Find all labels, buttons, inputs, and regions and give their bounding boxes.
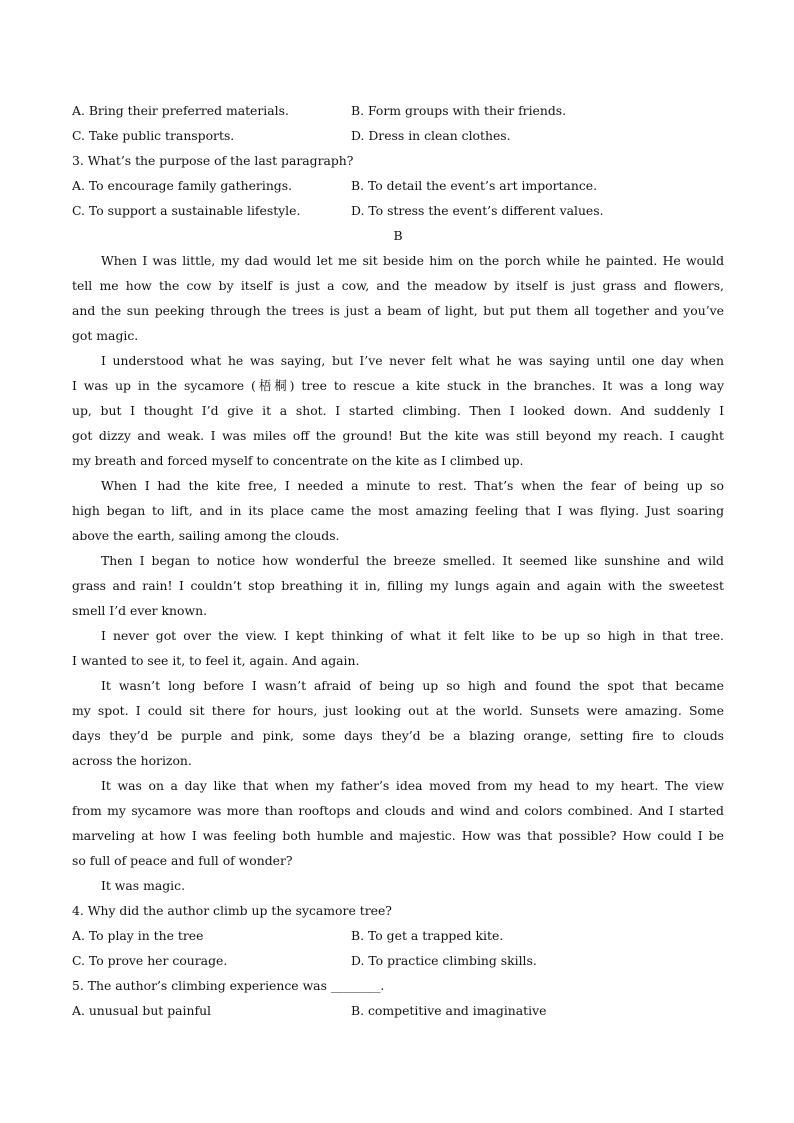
passage-line: When I had the kite free, I needed a minute to rest. That’s when the fear of being up so: [101, 478, 724, 493]
option-b: B. To get a trapped kite.: [351, 928, 504, 943]
option-a: A. Bring their preferred materials.: [72, 103, 289, 118]
question-4-stem: 4. Why did the author climb up the sycamore tree?: [72, 903, 392, 918]
passage-line: above the earth, sailing among the clouds.: [72, 528, 340, 543]
passage-line: my spot. I could sit there for hours, just looking out at the world. Sunsets were amazing. Some: [72, 703, 724, 718]
option-d: D. To practice climbing skills.: [351, 953, 537, 968]
passage-line: I understood what he was saying, but I’ve never felt what he was saying until one day when: [101, 353, 724, 368]
question-3-stem: 3. What’s the purpose of the last paragraph?: [72, 153, 354, 168]
option-c: C. To prove her courage.: [72, 953, 228, 968]
passage-line: smell I’d ever known.: [72, 603, 208, 618]
passage-line: I was up in the sycamore (梧桐) tree to rescue a kite stuck in the branches. It was a long way: [72, 378, 724, 393]
option-b: B. competitive and imaginative: [351, 1003, 547, 1018]
question-3-options-row-2: [72, 198, 724, 223]
passage-line: It wasn’t long before I wasn’t afraid of being up so high and found the spot that became: [101, 678, 724, 693]
question-4-options-row-1: [72, 923, 724, 948]
option-a: A. To play in the tree: [72, 928, 204, 943]
passage-line: up, but I thought I’d give it a shot. I started climbing. Then I looked down. And suddenly I: [72, 403, 724, 418]
option-c: C. To support a sustainable lifestyle.: [72, 203, 301, 218]
reading-passage: [72, 248, 724, 898]
passage-line: grass and rain! I couldn’t stop breathing it in, filling my lungs again and again with the sweetest: [72, 578, 724, 593]
passage-line: and the sun peeking through the trees is just a beam of light, but put them all together and you’ve: [72, 303, 724, 318]
option-a: A. To encourage family gatherings.: [72, 178, 293, 193]
passage-line: my breath and forced myself to concentrate on the kite as I climbed up.: [72, 453, 524, 468]
option-a: A. unusual but painful: [72, 1003, 212, 1018]
option-b: B. To detail the event’s art importance.: [351, 178, 598, 193]
option-d: D. Dress in clean clothes.: [351, 128, 511, 143]
passage-line: marveling at how I was feeling both humble and majestic. How was that possible? How could I be: [72, 828, 724, 843]
question-5-stem: 5. The author’s climbing experience was ________.: [72, 978, 385, 993]
passage-line: got dizzy and weak. I was miles off the ground! But the kite was still beyond my reach. I caught: [72, 428, 724, 443]
passage-line: from my sycamore was more than rooftops and clouds and wind and colors combined. And I started: [72, 803, 724, 818]
option-b: B. Form groups with their friends.: [351, 103, 567, 118]
question-4-options-row-2: [72, 948, 724, 973]
passage-line: got magic.: [72, 328, 139, 343]
option-d: D. To stress the event’s different values.: [351, 203, 604, 218]
passage-line: It was magic.: [101, 878, 186, 893]
section-title: B: [393, 228, 403, 243]
passage-line: I never got over the view. I kept thinking of what it felt like to be up so high in that tree.: [101, 628, 724, 643]
exam-page: [72, 98, 724, 1023]
passage-line: When I was little, my dad would let me sit beside him on the porch while he painted. He would: [101, 253, 724, 268]
question-5-options-row-1: [72, 998, 724, 1023]
passage-line: so full of peace and full of wonder?: [72, 853, 293, 868]
passage-line: It was on a day like that when my father’s idea moved from my head to my heart. The view: [101, 778, 724, 793]
passage-line: tell me how the cow by itself is just a cow, and the meadow by itself is just grass and flowers,: [72, 278, 724, 293]
passage-line: across the horizon.: [72, 753, 192, 768]
question-3-options-row-1: [72, 173, 724, 198]
question-2-options-row-1: [72, 98, 724, 123]
option-c: C. Take public transports.: [72, 128, 235, 143]
passage-line: I wanted to see it, to feel it, again. And again.: [72, 653, 360, 668]
passage-line: Then I began to notice how wonderful the breeze smelled. It seemed like sunshine and wild: [101, 553, 724, 568]
passage-line: days they’d be purple and pink, some days they’d be a blazing orange, setting fire to clouds: [72, 728, 724, 743]
passage-line: high began to lift, and in its place came the most amazing feeling that I was flying. Just soaring: [72, 503, 724, 518]
question-2-options-row-2: [72, 123, 724, 148]
